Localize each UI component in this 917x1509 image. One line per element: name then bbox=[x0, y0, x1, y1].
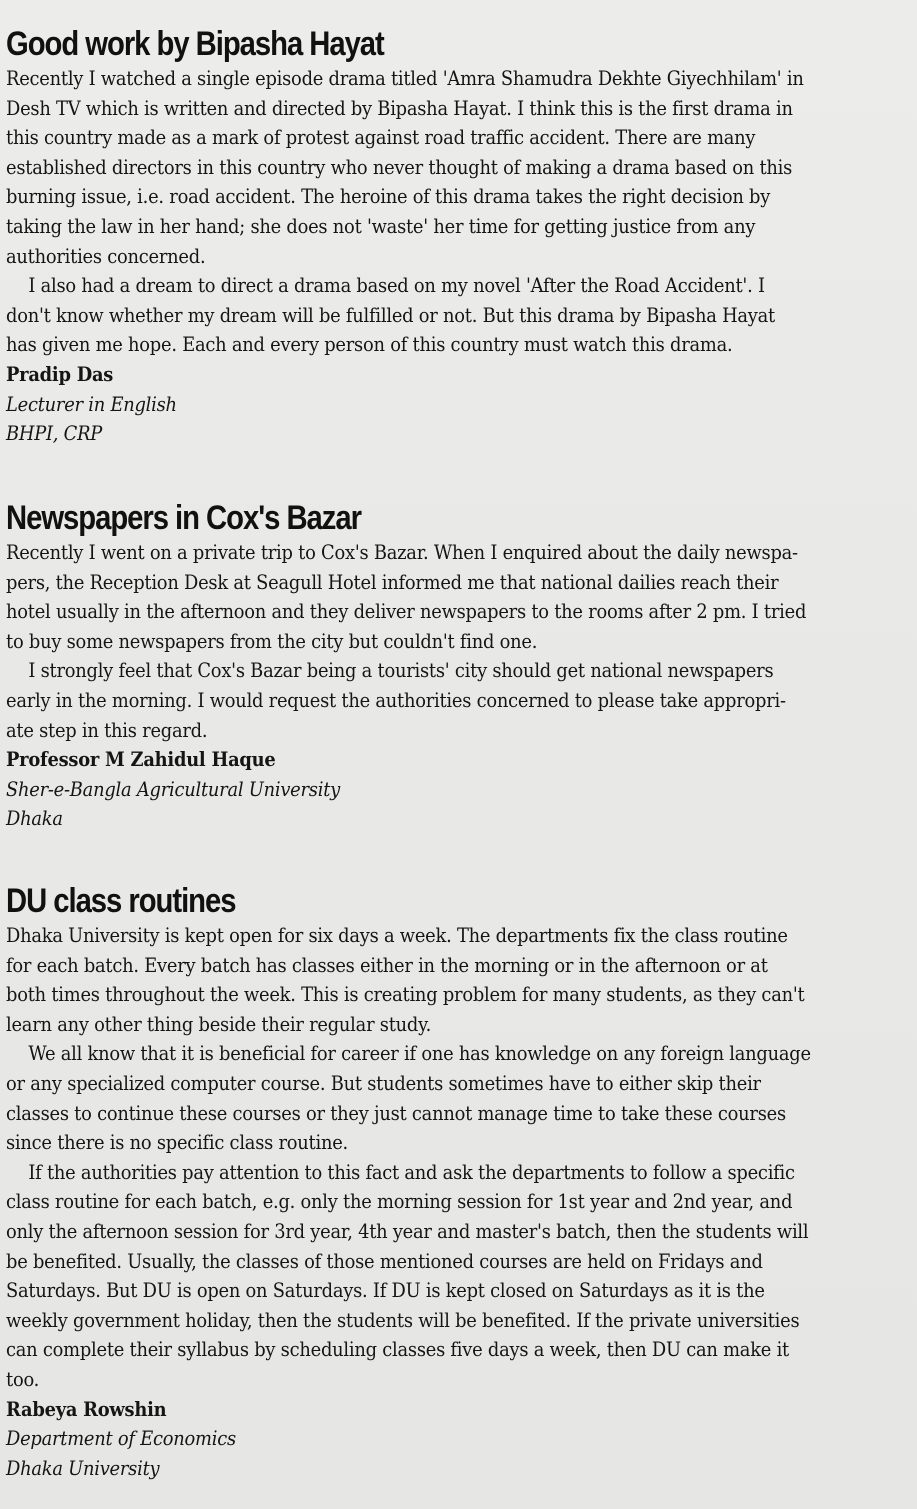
body-line: can complete their syllabus by scheduling classes five days a week, then DU can make it bbox=[6, 1338, 789, 1362]
body-line: for each batch. Every batch has classes either in the morning or in the afternoon or at bbox=[6, 953, 768, 977]
body-line: ate step in this regard. bbox=[6, 718, 208, 742]
letter-title: DU class routines bbox=[6, 882, 236, 920]
body-line: Desh TV which is written and directed by Bipasha Hayat. I think this is the first drama in bbox=[6, 96, 793, 120]
body-line: classes to continue these courses or they just cannot manage time to take these courses bbox=[6, 1101, 786, 1125]
letter-body bbox=[6, 64, 906, 360]
body-line: authorities concerned. bbox=[6, 244, 206, 268]
body-line: since there is no specific class routine. bbox=[6, 1131, 349, 1155]
body-line: We all know that it is beneficial for career if one has knowledge on any foreign language bbox=[28, 1042, 811, 1066]
letter-newspapers-in-coxs-bazar bbox=[6, 498, 906, 834]
body-line: both times throughout the week. This is creating problem for many students, as they can't bbox=[6, 983, 805, 1007]
author-location: BHPI, CRP bbox=[6, 422, 103, 446]
body-line: burning issue, i.e. road accident. The heroine of this drama takes the right decision by bbox=[6, 185, 771, 209]
body-line: hotel usually in the afternoon and they deliver newspapers to the rooms after 2 pm. I tried bbox=[6, 600, 807, 624]
letter-body bbox=[6, 538, 906, 745]
body-line: be benefited. Usually, the classes of those mentioned courses are held on Fridays and bbox=[6, 1249, 763, 1273]
body-line: Recently I went on a private trip to Cox's Bazar. When I enquired about the daily newspa- bbox=[6, 541, 798, 564]
author-location: Dhaka bbox=[6, 807, 63, 831]
body-line: to buy some newspapers from the city but couldn't find one. bbox=[6, 629, 538, 653]
body-line: established directors in this country who never thought of making a drama based on this bbox=[6, 155, 793, 179]
body-line: weekly government holiday, then the students will be benefited. If the private universities bbox=[6, 1308, 800, 1332]
author-location: Dhaka University bbox=[6, 1456, 160, 1480]
letter-title: Good work by Bipasha Hayat bbox=[6, 25, 384, 63]
body-line: too. bbox=[6, 1367, 40, 1391]
body-line: Recently I watched a single episode drama titled 'Amra Shamudra Dekhte Giyechhilam' in bbox=[6, 67, 804, 90]
body-line: I strongly feel that Cox's Bazar being a tourists' city should get national newspapers bbox=[28, 659, 774, 683]
author-name: Pradip Das bbox=[6, 362, 114, 386]
letter-body bbox=[6, 921, 906, 1395]
author-name: Professor M Zahidul Haque bbox=[6, 748, 276, 772]
letter-title: Newspapers in Cox's Bazar bbox=[6, 499, 361, 537]
letter-du-class-routines bbox=[6, 881, 906, 1483]
body-line: or any specialized computer course. But students sometimes have to either skip their bbox=[6, 1071, 761, 1095]
body-line: has given me hope. Each and every person of this country must watch this drama. bbox=[6, 333, 733, 357]
body-line: learn any other thing beside their regular study. bbox=[6, 1012, 432, 1036]
author-affiliation: Department of Economics bbox=[6, 1427, 236, 1451]
body-line: Saturdays. But DU is open on Saturdays. If DU is kept closed on Saturdays as it is the bbox=[6, 1279, 765, 1303]
body-line: If the authorities pay attention to this fact and ask the departments to follow a specific bbox=[28, 1160, 795, 1184]
author-affiliation: Lecturer in English bbox=[6, 392, 177, 416]
body-line: pers, the Reception Desk at Seagull Hotel informed me that national dailies reach their bbox=[6, 570, 779, 594]
body-line: early in the morning. I would request the authorities concerned to please take appropri- bbox=[6, 688, 786, 712]
body-line: I also had a dream to direct a drama based on my novel 'After the Road Accident'. I bbox=[28, 274, 765, 298]
letter-good-work-by-bipasha-hayat bbox=[6, 24, 906, 449]
body-line: class routine for each batch, e.g. only the morning session for 1st year and 2nd year, and bbox=[6, 1190, 793, 1214]
body-line: only the afternoon session for 3rd year, 4th year and master's batch, then the students will bbox=[6, 1219, 809, 1243]
author-affiliation: Sher-e-Bangla Agricultural University bbox=[6, 777, 341, 801]
body-line: taking the law in her hand; she does not 'waste' her time for getting justice from any bbox=[6, 214, 756, 238]
body-line: this country made as a mark of protest against road traffic accident. There are many bbox=[6, 126, 756, 150]
author-name: Rabeya Rowshin bbox=[6, 1397, 167, 1421]
body-line: don't know whether my dream will be fulfilled or not. But this drama by Bipasha Hayat bbox=[6, 303, 776, 327]
body-line: Dhaka University is kept open for six days a week. The departments fix the class routine bbox=[6, 924, 788, 947]
